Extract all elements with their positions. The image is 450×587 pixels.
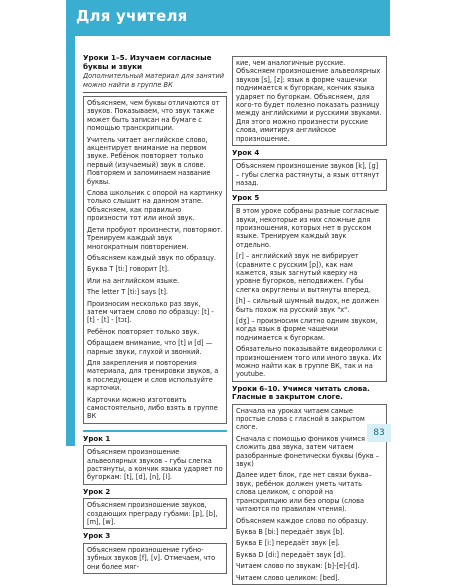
side-accent-bar — [66, 36, 75, 446]
lesson-5-box — [232, 204, 387, 382]
paragraph: Дети пробуют произнести, повторяют. Тренируем каждый звук многократным повторением. — [87, 225, 223, 251]
paragraph: В этом уроке собраны разные согласные звуки, некоторые из них сложные для произношения, которых нет в русском языке. Тренируем каждый звук отдельно. — [236, 207, 379, 249]
lesson-4-box — [232, 159, 387, 190]
supplementary-note: Дополнительный материал для занятий можно найти в группе ВК — [83, 72, 225, 89]
paragraph: Для закрепления и повторения материала, для тренировки звуков, а в последующем и слов используйте карточки. — [87, 358, 219, 393]
section-title-lessons-1-5: Уроки 1–5. Изучаем согласные буквы и звуки — [83, 53, 212, 71]
paragraph: [h] – сильный шумный выдох, не должен быть похож на русский звук "х". — [236, 297, 379, 314]
paragraph: Сначала с помощью фоников учимся сложить два звука, затем читаем разобранные фонетически буквы (букв – звук) — [236, 434, 380, 469]
paragraph: Буква T [ti:] говорит [t]. — [87, 265, 170, 274]
paragraph: Обязательно показывайте видеоролики с произношением того или иного звука. Их можно найти как в группе ВК, так и на youtube. — [236, 345, 383, 379]
lessons-6-10-title: Уроки 6–10. Учимся читать слова. Гласные в закрытом слоге. — [232, 384, 370, 402]
paragraph: Слова школьник с опорой на картинку только слышит на данном этапе. Объясняем, как правильно произности тот или иной звук. — [87, 189, 223, 223]
paragraph: Объясняем произношение губно-зубных звуков [f], [v]. Отмечаем, что они более мяг- — [87, 545, 216, 571]
paragraph: Объясняем произношение звуков [k], [g] – губы слегка растянуты, а язык оттянут назад. — [236, 162, 380, 188]
paragraph: Буква D [di:] передаёт звук [d]. — [236, 550, 346, 559]
paragraph: Буква E [i:] передаёт звук [e]. — [236, 539, 340, 548]
paragraph: Произносим несколько раз звук, затем читаем слово по образцу: [t] - [t] - [t] - [tɔɪ]. — [87, 299, 214, 325]
paragraph: Объясняем, чем буквы отличаются от звуков. Показываем, что звук также может быть записан на бумаге с помощью транскрипции. — [87, 99, 220, 133]
paragraph: Или на английском языке. — [87, 276, 180, 285]
lesson-4-title: Урок 4 — [232, 149, 260, 158]
paragraph: [dʒ] – произносим слитно одним звуком, когда язык в форме чашечки поднимается к бугоркам. — [236, 316, 378, 342]
paragraph: Учитель читает английское слово, акцентирует внимание на первом звуке. Ребёнок повторяет только первый (изучаемый) звук в слове. Повторяем и запоминаем название буквы. — [87, 135, 211, 186]
paragraph: Далее идет блок, где нет связи буква–звук, ребёнок должен уметь читать слова целиком, с опорой на транскрипцию или без опоры (слова читаются по правилам чтения). — [236, 471, 372, 514]
divider — [83, 92, 227, 93]
paragraph: Объясняем каждый звук по образцу. — [87, 253, 217, 262]
paragraph: кие, чем аналогичные русские. Объясняем произношение альвеолярных звуков [s], [z]: язык в форме чашечки поднимается к бугоркам, кончик языка ударяет по бугоркам. Объясняем, для кого-то будет полезно показать разницу между английскими и русскими звуками. Для этого можно произнести русские слова, имитируя английское произношение. — [236, 59, 382, 143]
page-title: Для учителя — [76, 7, 188, 25]
paragraph: [r] – английский звук не вибрирует (сравните с русским [р]), как нам кажется, язык загнутый кверху на уровне бугорков, неподвижен. Губы слегка округлены и вытянуты вперед. — [236, 252, 371, 294]
paragraph: Сначала на уроках читаем самые простые слова с гласной в закрытом слоге. — [236, 406, 365, 432]
paragraph: Обращаем внимание, что [t] и [d] — парные звуки, глухой и звонкий. — [87, 339, 213, 356]
paragraph: Объясняем произношение звуков, создающих преграду губами: [p], [b], [m], [w]. — [87, 501, 218, 527]
left-column — [83, 54, 227, 576]
lesson-5-title: Урок 5 — [232, 193, 260, 202]
lesson-3-title: Урок 3 — [83, 532, 111, 541]
lesson-3-continued-box — [232, 56, 387, 146]
lessons-6-10-box — [232, 404, 387, 585]
paragraph: Карточки можно изготовить самостоятельно, либо взять в группе ВК — [87, 395, 218, 421]
paragraph: Объясняем каждое слово по образцу. — [236, 516, 369, 525]
accent-divider — [83, 430, 227, 432]
paragraph: Ребёнок повторяет только звук. — [87, 327, 200, 336]
instructions-box — [83, 96, 227, 424]
paragraph: Читаем слово по звукам: [b]-[e]-[d]. — [236, 562, 360, 571]
page-number: 83 — [367, 424, 391, 442]
paragraph: Объясняем произношение альвеолярных звуков – губы слегка растянуты, а кончик языка ударяет по бугоркам: [t], [d], [n], [l]. — [87, 448, 223, 482]
header-banner — [66, 0, 390, 36]
paragraph: Читаем слово целиком: [bed]. — [236, 573, 340, 582]
lesson-2-box — [83, 498, 227, 529]
lesson-1-title: Урок 1 — [83, 434, 111, 443]
lesson-1-box — [83, 445, 227, 485]
lesson-2-title: Урок 2 — [83, 487, 111, 496]
paragraph: Буква B [bi:] передаёт звук [b]. — [236, 527, 345, 536]
right-column — [232, 54, 387, 587]
lesson-3-box — [83, 543, 227, 574]
paragraph: The letter T [ti:] says [t]. — [87, 288, 169, 297]
